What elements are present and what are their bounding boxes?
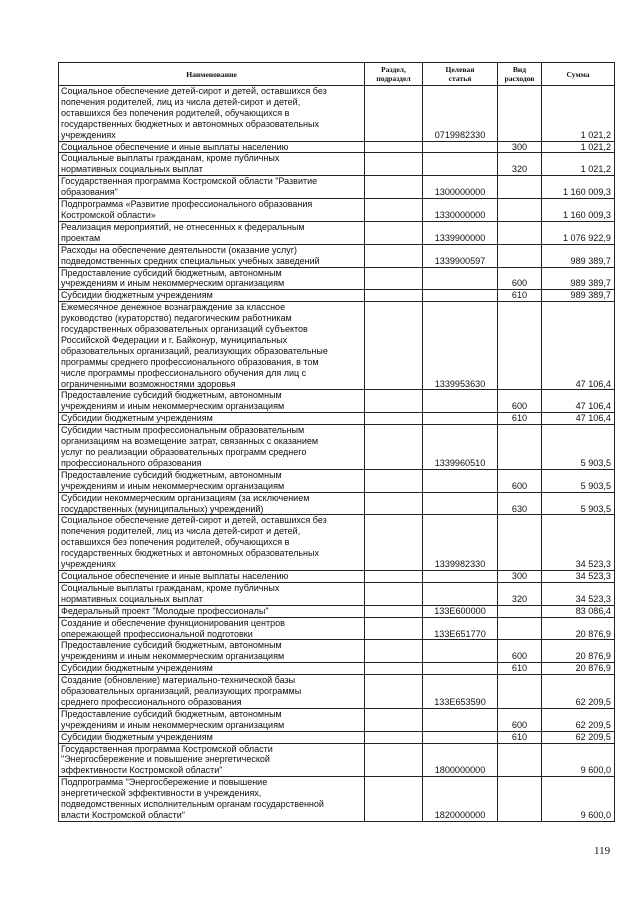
table-row bbox=[59, 743, 615, 777]
cell-section bbox=[365, 390, 423, 413]
cell-amount: 1 160 009,3 bbox=[542, 199, 615, 222]
table-row bbox=[59, 153, 615, 176]
cell-section bbox=[365, 743, 423, 777]
cell-type bbox=[498, 515, 542, 571]
cell-amount: 989 389,7 bbox=[542, 244, 615, 267]
cell-name: Социальное обеспечение детей-сирот и детей, оставшихся без попечения родителей, лиц из числа детей-сирот и детей, оставшихся без попечения родителей, обучающихся в государственных бюджетных и автономных образовательных учреждениях bbox=[59, 515, 365, 571]
cell-amount: 989 389,7 bbox=[542, 290, 615, 302]
cell-amount: 47 106,4 bbox=[542, 390, 615, 413]
cell-type: 300 bbox=[498, 141, 542, 153]
cell-target bbox=[423, 663, 498, 675]
cell-target: 1339960510 bbox=[423, 425, 498, 470]
cell-name: Создание и обеспечение функционирования центров опережающей профессиональной подготовки bbox=[59, 617, 365, 640]
cell-section bbox=[365, 141, 423, 153]
cell-target bbox=[423, 469, 498, 492]
table-row bbox=[59, 267, 615, 290]
table-row bbox=[59, 469, 615, 492]
cell-section bbox=[365, 221, 423, 244]
cell-name: Ежемесячное денежное вознаграждение за классное руководство (кураторство) педагогическим работникам государственных образовательных организаций субъектов Российской Федерации и г. Байконур, муниципальных образовательных организаций, реализующих образовательные программы среднего профессионального образования, в том числе программы профессионального обучения для лиц с ограниченными возможностями здоровья bbox=[59, 302, 365, 390]
cell-type: 600 bbox=[498, 267, 542, 290]
table-row bbox=[59, 777, 615, 822]
cell-name: Субсидии бюджетным учреждениям bbox=[59, 663, 365, 675]
cell-name: Субсидии некоммерческим организациям (за исключением государственных (муниципальных) учреждений) bbox=[59, 492, 365, 515]
page-number: 119 bbox=[594, 845, 611, 857]
cell-amount: 47 106,4 bbox=[542, 413, 615, 425]
cell-name: Субсидии бюджетным учреждениям bbox=[59, 731, 365, 743]
table-row bbox=[59, 290, 615, 302]
cell-name: Предоставление субсидий бюджетным, автономным учреждениям и иным некоммерческим организациям bbox=[59, 267, 365, 290]
cell-type bbox=[498, 777, 542, 822]
cell-amount: 1 076 922,9 bbox=[542, 221, 615, 244]
table-row bbox=[59, 663, 615, 675]
cell-target: 0719982330 bbox=[423, 86, 498, 142]
cell-target bbox=[423, 153, 498, 176]
cell-section bbox=[365, 663, 423, 675]
cell-name: Социальные выплаты гражданам, кроме публичных нормативных социальных выплат bbox=[59, 153, 365, 176]
cell-type bbox=[498, 86, 542, 142]
table-row bbox=[59, 221, 615, 244]
cell-amount: 34 523,3 bbox=[542, 570, 615, 582]
cell-target bbox=[423, 390, 498, 413]
cell-type: 600 bbox=[498, 708, 542, 731]
cell-amount: 1 021,2 bbox=[542, 153, 615, 176]
cell-target bbox=[423, 582, 498, 605]
table-row bbox=[59, 640, 615, 663]
cell-name: Социальное обеспечение детей-сирот и детей, оставшихся без попечения родителей, лиц из числа детей-сирот и детей, оставшихся без попечения родителей, обучающихся в государственных бюджетных и автономных образовательных учреждениях bbox=[59, 86, 365, 142]
table-row bbox=[59, 425, 615, 470]
cell-name: Предоставление субсидий бюджетным, автономным учреждениям и иным некоммерческим организациям bbox=[59, 640, 365, 663]
cell-type: 600 bbox=[498, 469, 542, 492]
cell-section bbox=[365, 267, 423, 290]
cell-type bbox=[498, 675, 542, 709]
cell-name: Государственная программа Костромской области "Энергосбережение и повышение энергетической эффективности Костромской области" bbox=[59, 743, 365, 777]
cell-section bbox=[365, 413, 423, 425]
cell-target bbox=[423, 290, 498, 302]
table-row bbox=[59, 176, 615, 199]
cell-target: 1339982330 bbox=[423, 515, 498, 571]
cell-name: Социальное обеспечение и иные выплаты населению bbox=[59, 141, 365, 153]
cell-section bbox=[365, 176, 423, 199]
table-row bbox=[59, 199, 615, 222]
cell-target: 1339900597 bbox=[423, 244, 498, 267]
cell-name: Подпрограмма «Развитие профессионального образования Костромской области» bbox=[59, 199, 365, 222]
cell-name: Социальные выплаты гражданам, кроме публичных нормативных социальных выплат bbox=[59, 582, 365, 605]
cell-target: 133Е651770 bbox=[423, 617, 498, 640]
cell-amount: 1 021,2 bbox=[542, 86, 615, 142]
cell-target: 1820000000 bbox=[423, 777, 498, 822]
cell-amount: 5 903,5 bbox=[542, 492, 615, 515]
cell-section bbox=[365, 582, 423, 605]
cell-type bbox=[498, 425, 542, 470]
cell-target bbox=[423, 640, 498, 663]
cell-amount: 5 903,5 bbox=[542, 425, 615, 470]
cell-name: Субсидии частным профессиональным образовательным организациям на возмещение затрат, связанных с оказанием услуг по реализации образовательных программ среднего профессионального образования bbox=[59, 425, 365, 470]
cell-type: 600 bbox=[498, 640, 542, 663]
cell-type bbox=[498, 617, 542, 640]
cell-amount: 62 209,5 bbox=[542, 675, 615, 709]
cell-target bbox=[423, 731, 498, 743]
cell-amount: 9 600,0 bbox=[542, 743, 615, 777]
cell-name: Государственная программа Костромской области "Развитие образования" bbox=[59, 176, 365, 199]
cell-section bbox=[365, 515, 423, 571]
cell-amount: 20 876,9 bbox=[542, 663, 615, 675]
cell-amount: 9 600,0 bbox=[542, 777, 615, 822]
cell-target: 133Е600000 bbox=[423, 605, 498, 617]
header-name: Наименование bbox=[59, 63, 365, 86]
table-row bbox=[59, 302, 615, 390]
cell-target: 1339953630 bbox=[423, 302, 498, 390]
cell-section bbox=[365, 605, 423, 617]
cell-name: Социальное обеспечение и иные выплаты населению bbox=[59, 570, 365, 582]
cell-section bbox=[365, 617, 423, 640]
cell-name: Предоставление субсидий бюджетным, автономным учреждениям и иным некоммерческим организациям bbox=[59, 708, 365, 731]
cell-name: Создание (обновление) материально-технической базы образовательных организаций, реализующих программы среднего профессионального образования bbox=[59, 675, 365, 709]
cell-section bbox=[365, 708, 423, 731]
cell-target bbox=[423, 413, 498, 425]
cell-target: 1800000000 bbox=[423, 743, 498, 777]
cell-target: 1300000000 bbox=[423, 176, 498, 199]
cell-name: Подпрограмма "Энергосбережение и повышение энергетической эффективности в учреждениях, подведомственных исполнительным органам государственной власти Костромской области" bbox=[59, 777, 365, 822]
cell-type: 610 bbox=[498, 731, 542, 743]
table-row bbox=[59, 390, 615, 413]
cell-section bbox=[365, 731, 423, 743]
cell-section bbox=[365, 640, 423, 663]
cell-name: Субсидии бюджетным учреждениям bbox=[59, 413, 365, 425]
cell-section bbox=[365, 199, 423, 222]
cell-type bbox=[498, 302, 542, 390]
cell-type bbox=[498, 244, 542, 267]
cell-target bbox=[423, 570, 498, 582]
cell-amount: 1 021,2 bbox=[542, 141, 615, 153]
cell-target: 133Е653590 bbox=[423, 675, 498, 709]
cell-name: Расходы на обеспечение деятельности (оказание услуг) подведомственных средних специальных учебных заведений bbox=[59, 244, 365, 267]
table-row bbox=[59, 515, 615, 571]
cell-section bbox=[365, 675, 423, 709]
cell-type: 610 bbox=[498, 663, 542, 675]
table-row bbox=[59, 675, 615, 709]
cell-type bbox=[498, 176, 542, 199]
cell-target bbox=[423, 141, 498, 153]
table-row bbox=[59, 582, 615, 605]
cell-target bbox=[423, 492, 498, 515]
cell-amount: 5 903,5 bbox=[542, 469, 615, 492]
cell-name: Предоставление субсидий бюджетным, автономным учреждениям и иным некоммерческим организациям bbox=[59, 390, 365, 413]
cell-amount: 1 160 009,3 bbox=[542, 176, 615, 199]
cell-amount: 83 086,4 bbox=[542, 605, 615, 617]
header-section: Раздел, подраздел bbox=[365, 63, 423, 86]
cell-type: 320 bbox=[498, 153, 542, 176]
cell-type bbox=[498, 199, 542, 222]
cell-section bbox=[365, 290, 423, 302]
cell-target bbox=[423, 267, 498, 290]
cell-type: 610 bbox=[498, 290, 542, 302]
cell-type: 320 bbox=[498, 582, 542, 605]
header-type: Вид расходов bbox=[498, 63, 542, 86]
table-row bbox=[59, 86, 615, 142]
table-row bbox=[59, 731, 615, 743]
cell-amount: 34 523,3 bbox=[542, 515, 615, 571]
cell-name: Субсидии бюджетным учреждениям bbox=[59, 290, 365, 302]
table-header-row bbox=[59, 63, 615, 86]
table-row bbox=[59, 413, 615, 425]
table-row bbox=[59, 605, 615, 617]
cell-name: Федеральный проект "Молодые профессионалы" bbox=[59, 605, 365, 617]
cell-amount: 20 876,9 bbox=[542, 640, 615, 663]
cell-amount: 62 209,5 bbox=[542, 731, 615, 743]
cell-type bbox=[498, 221, 542, 244]
cell-name: Реализация мероприятий, не отнесенных к федеральным проектам bbox=[59, 221, 365, 244]
cell-amount: 47 106,4 bbox=[542, 302, 615, 390]
cell-section bbox=[365, 469, 423, 492]
cell-type: 300 bbox=[498, 570, 542, 582]
cell-target: 1330000000 bbox=[423, 199, 498, 222]
cell-amount: 34 523,3 bbox=[542, 582, 615, 605]
table-row bbox=[59, 141, 615, 153]
cell-amount: 62 209,5 bbox=[542, 708, 615, 731]
table-row bbox=[59, 244, 615, 267]
cell-target: 1339900000 bbox=[423, 221, 498, 244]
cell-section bbox=[365, 777, 423, 822]
cell-type: 610 bbox=[498, 413, 542, 425]
cell-type bbox=[498, 743, 542, 777]
cell-section bbox=[365, 302, 423, 390]
table-row bbox=[59, 492, 615, 515]
cell-type bbox=[498, 605, 542, 617]
cell-target bbox=[423, 708, 498, 731]
cell-section bbox=[365, 153, 423, 176]
cell-section bbox=[365, 492, 423, 515]
cell-section bbox=[365, 425, 423, 470]
cell-amount: 989 389,7 bbox=[542, 267, 615, 290]
cell-type: 600 bbox=[498, 390, 542, 413]
table-row bbox=[59, 708, 615, 731]
cell-amount: 20 876,9 bbox=[542, 617, 615, 640]
cell-section bbox=[365, 570, 423, 582]
budget-table bbox=[58, 62, 615, 822]
cell-section bbox=[365, 244, 423, 267]
table-row bbox=[59, 570, 615, 582]
header-amount: Сумма bbox=[542, 63, 615, 86]
cell-name: Предоставление субсидий бюджетным, автономным учреждениям и иным некоммерческим организациям bbox=[59, 469, 365, 492]
cell-type: 630 bbox=[498, 492, 542, 515]
header-target: Целевая статья bbox=[423, 63, 498, 86]
cell-section bbox=[365, 86, 423, 142]
table-row bbox=[59, 617, 615, 640]
